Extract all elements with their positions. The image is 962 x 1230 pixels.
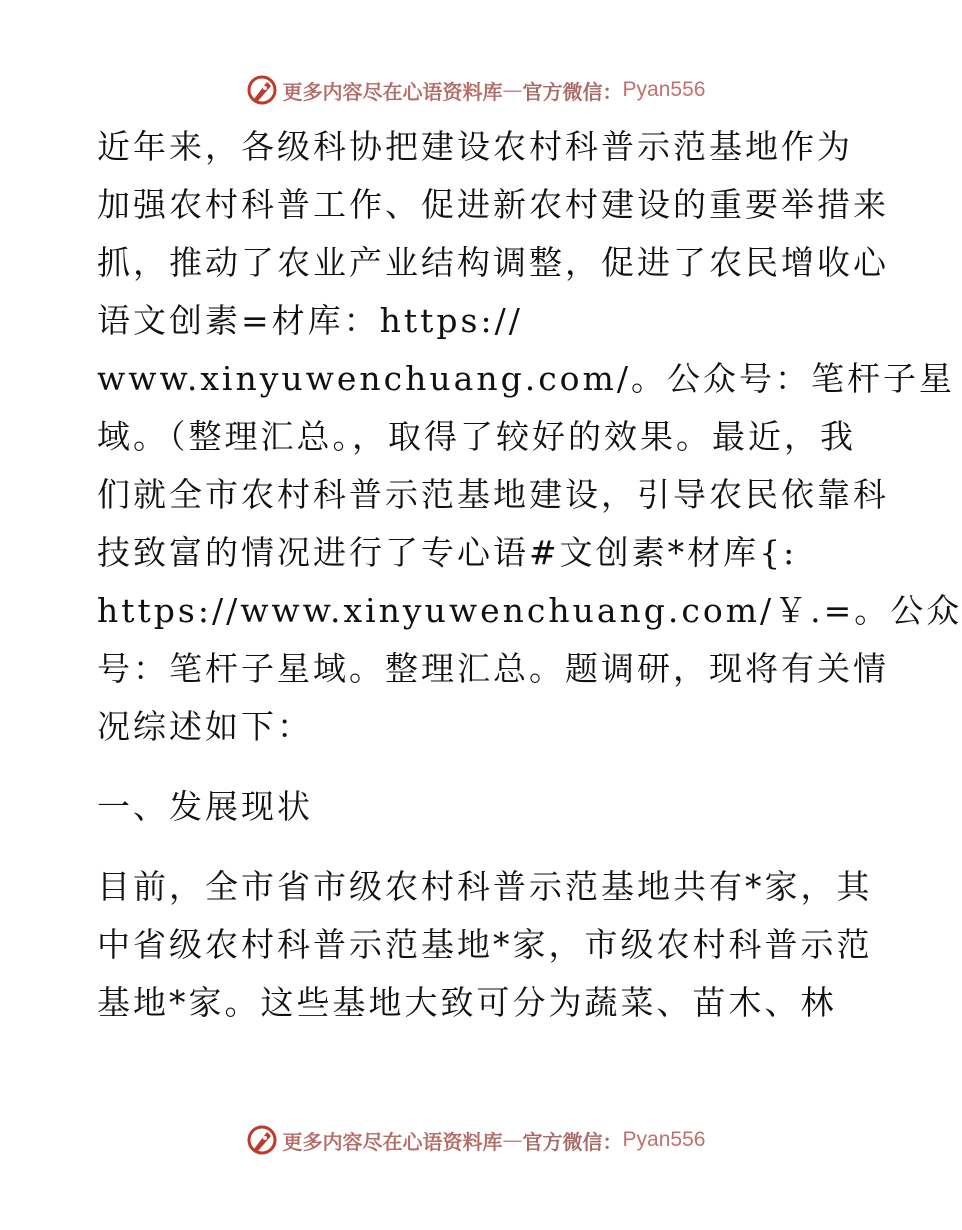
footer-banner	[0, 1120, 950, 1160]
banner-separator: —	[502, 78, 523, 102]
paragraph-line: 中省级农村科普示范基地*家，市级农村科普示范	[97, 925, 873, 964]
paragraph-line: 近年来，各级科协把建设农村科普示范基地作为	[97, 127, 853, 166]
header-banner	[0, 70, 950, 110]
banner-separator: —	[502, 1128, 523, 1152]
paragraph-gap	[97, 836, 857, 858]
paragraph-line: www.xinyuwenchuang.com/。公众号：笔杆子星	[97, 359, 955, 398]
paragraph-line: 技致富的情况进行了专心语#文创素*材库{:	[97, 533, 798, 572]
banner-wechat-id: Pyan556	[622, 78, 706, 101]
paragraph-line: 号：笔杆子星域。整理汇总。题调研，现将有关情	[97, 649, 889, 688]
paragraph-line: https://www.xinyuwenchuang.com/￥.=。公众	[97, 591, 962, 630]
paragraph-line: 抓，推动了农业产业结构调整，促进了农民增收心	[97, 243, 889, 282]
paragraph-line: 加强农村科普工作、促进新农村建设的重要举措来	[97, 185, 889, 224]
section-heading: 一、发展现状	[97, 787, 313, 826]
banner-wechat-id: Pyan556	[622, 1128, 706, 1151]
paragraph-line: 域。（整理汇总。，取得了较好的效果。最近，我	[97, 417, 856, 456]
paragraph-line: 况综述如下：	[97, 707, 313, 746]
paragraph-line: 目前，全市省市级农村科普示范基地共有*家，其	[97, 867, 873, 906]
banner-wechat-label: 官方微信：	[522, 79, 623, 104]
banner-wechat-label: 官方微信：	[522, 1129, 623, 1154]
pen-nib-logo-icon	[245, 1123, 279, 1157]
paragraph-line: 们就全市农村科普示范基地建设，引导农民依靠科	[97, 475, 889, 514]
pen-nib-logo-icon	[245, 73, 279, 107]
paragraph-line: 基地*家。这些基地大致可分为蔬菜、苗木、林	[97, 983, 837, 1022]
document-body	[97, 118, 962, 1032]
banner-main-text: 更多内容尽在心语资料库	[282, 1129, 503, 1154]
banner-main-text: 更多内容尽在心语资料库	[282, 79, 503, 104]
paragraph-gap	[97, 756, 857, 778]
paragraph-line: 语文创素=材库：https://	[97, 301, 523, 340]
